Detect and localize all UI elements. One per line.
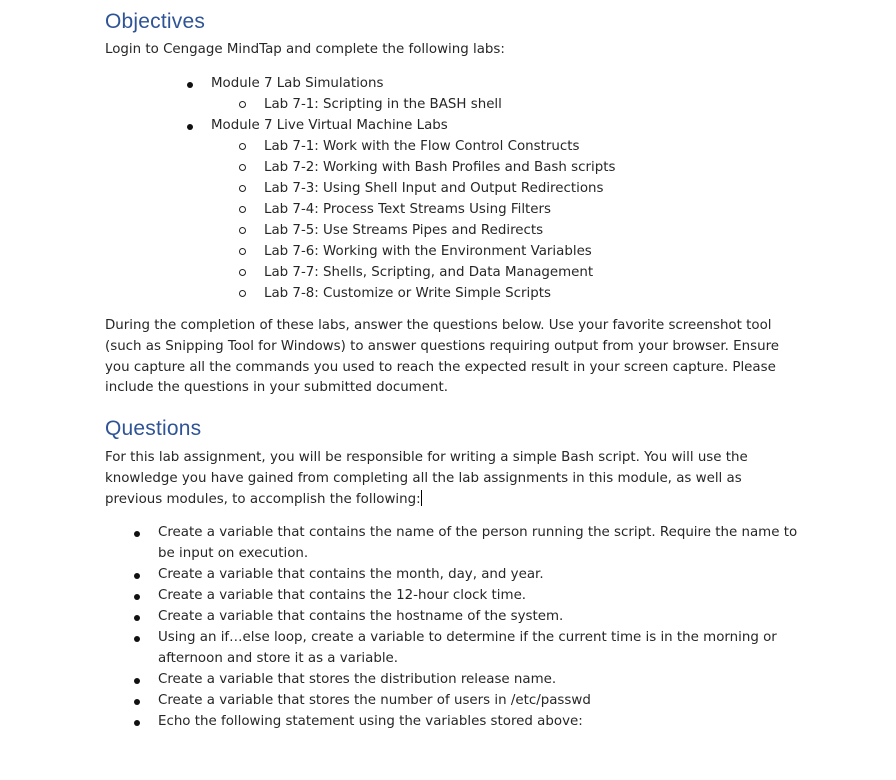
lab-item: Lab 7-5: Use Streams Pipes and Redirects <box>264 223 544 238</box>
hollow-bullet-icon <box>239 101 246 108</box>
hollow-bullet-icon <box>239 143 246 150</box>
bullet-icon <box>134 636 140 642</box>
task-item: Create a variable that stores the distribution release name. <box>158 672 557 687</box>
instructions-paragraph: During the completion of these labs, answer the questions below. Use your favorite screenshot tool (such as Snipping Tool for Windows) to answer questions requiring output from your browser. Ensure you capture all the commands you used to reach the expected result in your screen capture. Please include the questions in your submitted document. <box>105 318 780 396</box>
lab-item: Lab 7-3: Using Shell Input and Output Redirections <box>264 181 604 196</box>
bullet-icon <box>134 615 140 621</box>
bullet-icon <box>187 82 193 88</box>
objectives-heading: Objectives <box>105 10 206 33</box>
task-item: Using an if…else loop, create a variable to determine if the current time is in the morning or afternoon and store it as a variable. <box>158 630 777 666</box>
task-item: Create a variable that contains the month, day, and year. <box>158 567 544 582</box>
lab-item: Lab 7-6: Working with the Environment Variables <box>264 244 592 259</box>
task-item: Create a variable that contains the name of the person running the script. Require the name to be input on execution. <box>158 525 798 561</box>
bullet-icon <box>134 678 140 684</box>
task-item: Create a variable that contains the hostname of the system. <box>158 609 564 624</box>
hollow-bullet-icon <box>239 206 246 213</box>
lab-item: Lab 7-7: Shells, Scripting, and Data Management <box>264 265 594 280</box>
hollow-bullet-icon <box>239 248 246 255</box>
bullet-icon <box>134 573 140 579</box>
lab-item: Lab 7-1: Work with the Flow Control Constructs <box>264 139 580 154</box>
lab-item: Lab 7-4: Process Text Streams Using Filters <box>264 202 552 217</box>
task-item: Echo the following statement using the variables stored above: <box>158 714 583 729</box>
bullet-icon <box>134 594 140 600</box>
objectives-intro: Login to Cengage MindTap and complete the following labs: <box>105 42 505 57</box>
hollow-bullet-icon <box>239 227 246 234</box>
hollow-bullet-icon <box>239 269 246 276</box>
questions-heading: Questions <box>105 417 202 440</box>
bullet-icon <box>187 124 193 130</box>
hollow-bullet-icon <box>239 290 246 297</box>
module-item: Module 7 Lab Simulations <box>211 76 384 91</box>
bullet-icon <box>134 699 140 705</box>
questions-intro-text: For this lab assignment, you will be responsible for writing a simple Bash script. You will use the knowledge you have gained from completing all the lab assignments in this module, as well as previous modules, to accomplish the following: <box>105 450 748 507</box>
bullet-icon <box>134 720 140 726</box>
questions-intro[interactable] <box>105 448 795 510</box>
task-item: Create a variable that stores the number of users in /etc/passwd <box>158 693 591 708</box>
lab-item: Lab 7-1: Scripting in the BASH shell <box>264 97 502 112</box>
lab-item: Lab 7-2: Working with Bash Profiles and Bash scripts <box>264 160 616 175</box>
bullet-icon <box>134 531 140 537</box>
hollow-bullet-icon <box>239 164 246 171</box>
task-item: Create a variable that contains the 12-hour clock time. <box>158 588 527 603</box>
lab-item: Lab 7-8: Customize or Write Simple Scripts <box>264 286 551 301</box>
module-item: Module 7 Live Virtual Machine Labs <box>211 118 448 133</box>
hollow-bullet-icon <box>239 185 246 192</box>
text-cursor <box>421 490 422 506</box>
